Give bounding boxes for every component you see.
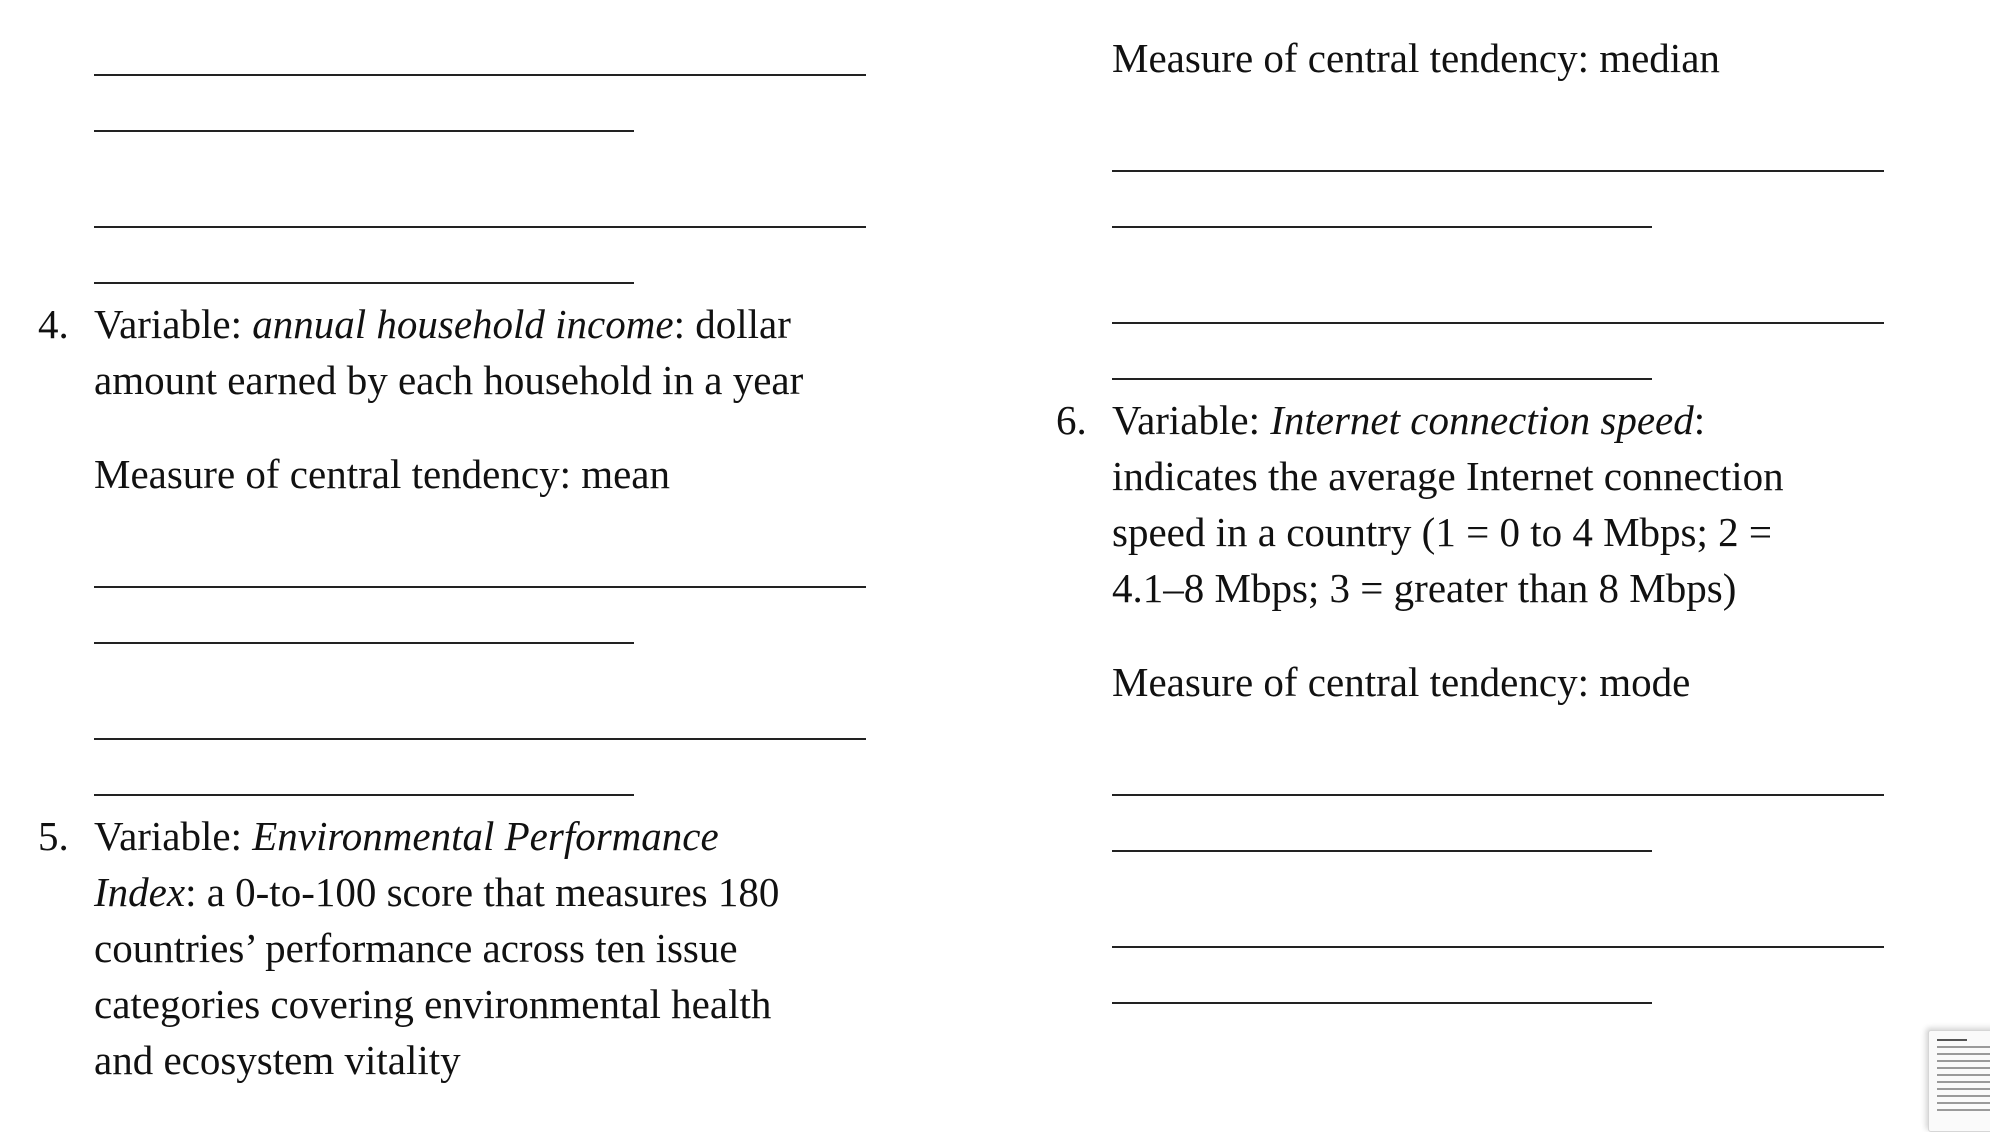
thumbnail-line xyxy=(1937,1102,1990,1104)
question-4-number: 4. xyxy=(38,301,69,347)
answer-line xyxy=(1112,946,1884,948)
question-4-measure: Measure of central tendency: mean xyxy=(94,451,671,497)
thumbnail-line xyxy=(1937,1074,1990,1076)
variable-name: Internet connection speed xyxy=(1270,397,1694,443)
answer-line xyxy=(94,226,866,228)
variable-name: Environmental Performance xyxy=(252,813,719,859)
variable-desc: : a 0-to-100 score that measures 180 xyxy=(185,869,780,915)
page-thumbnail[interactable] xyxy=(1928,1030,1990,1132)
variable-desc: countries’ performance across ten issue xyxy=(94,925,738,971)
answer-line xyxy=(1112,1002,1652,1004)
thumbnail-line xyxy=(1937,1053,1990,1055)
question-6-number: 6. xyxy=(1056,397,1087,443)
variable-desc: categories covering environmental health xyxy=(94,981,772,1027)
thumbnail-line xyxy=(1937,1109,1990,1111)
variable-prefix: Variable: xyxy=(94,301,253,347)
answer-line xyxy=(1112,850,1652,852)
answer-line xyxy=(1112,170,1884,172)
question-4-text xyxy=(94,296,803,408)
answer-line xyxy=(1112,322,1884,324)
question-5-number: 5. xyxy=(38,813,69,859)
answer-line xyxy=(94,586,866,588)
question-5-text xyxy=(94,808,779,1088)
variable-prefix: Variable: xyxy=(1112,397,1271,443)
thumbnail-line xyxy=(1937,1088,1990,1090)
answer-line xyxy=(94,282,634,284)
answer-line xyxy=(1112,794,1884,796)
variable-desc: : dollar xyxy=(673,301,791,347)
question-6-measure: Measure of central tendency: mode xyxy=(1112,659,1691,705)
answer-line xyxy=(1112,378,1652,380)
thumbnail-line xyxy=(1937,1039,1967,1041)
answer-line xyxy=(94,794,634,796)
left-column xyxy=(0,0,900,1122)
thumbnail-line xyxy=(1937,1067,1990,1069)
previous-question-measure: Measure of central tendency: median xyxy=(1112,35,1720,81)
thumbnail-line xyxy=(1937,1081,1990,1083)
variable-desc: amount earned by each household in a year xyxy=(94,357,804,403)
thumbnail-line xyxy=(1937,1046,1990,1048)
variable-desc: : xyxy=(1693,397,1706,443)
answer-line xyxy=(94,130,634,132)
answer-line xyxy=(1112,226,1652,228)
question-6-text xyxy=(1112,392,1784,616)
answer-line xyxy=(94,74,866,76)
right-column xyxy=(1000,0,1990,1122)
thumbnail-line xyxy=(1937,1060,1990,1062)
variable-desc: and ecosystem vitality xyxy=(94,1037,461,1083)
variable-desc: speed in a country (1 = 0 to 4 Mbps; 2 = xyxy=(1112,509,1773,555)
variable-desc: 4.1–8 Mbps; 3 = greater than 8 Mbps) xyxy=(1112,565,1737,611)
variable-desc: indicates the average Internet connection xyxy=(1112,453,1784,499)
variable-prefix: Variable: xyxy=(94,813,253,859)
variable-name: Index xyxy=(94,869,186,915)
thumbnail-line xyxy=(1937,1095,1990,1097)
answer-line xyxy=(94,642,634,644)
variable-name: annual household income xyxy=(252,301,674,347)
answer-line xyxy=(94,738,866,740)
